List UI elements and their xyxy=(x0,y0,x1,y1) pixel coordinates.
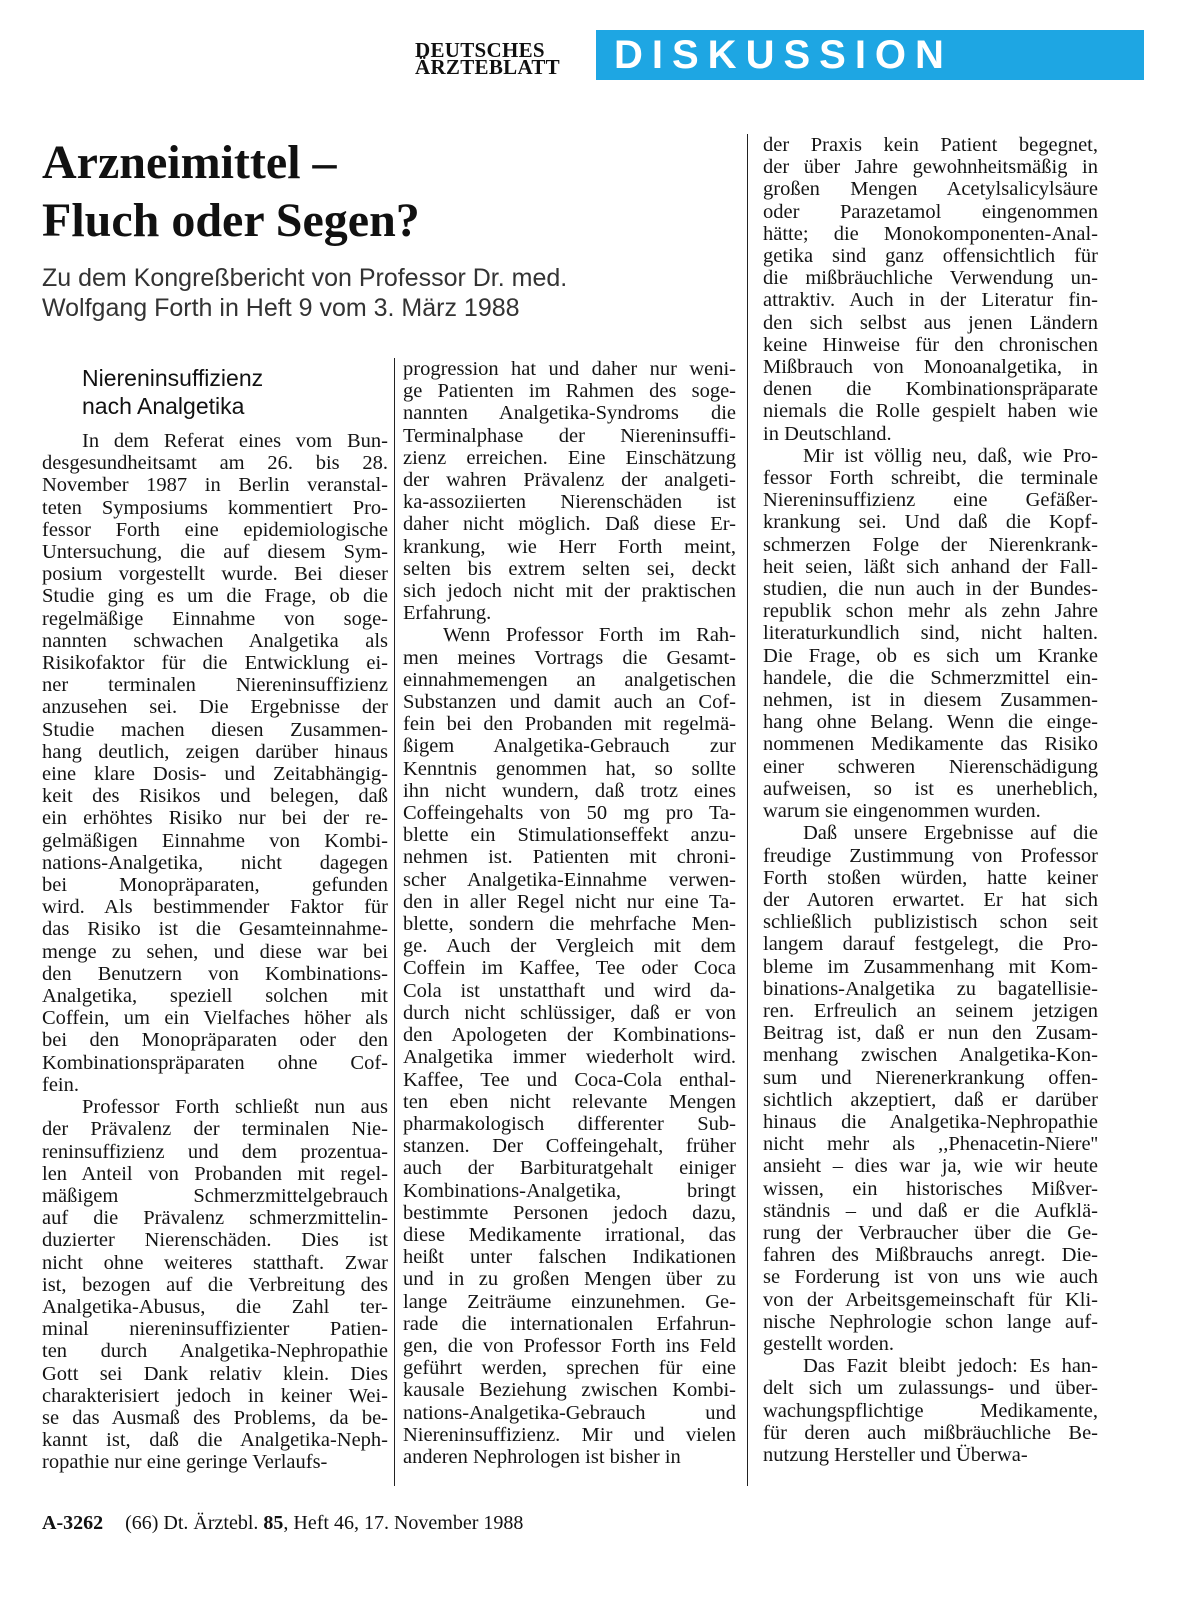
text-line: keine Hinweise für den chronischen xyxy=(763,333,1098,356)
text-line: bleme im Zusammenhang mit Kom- xyxy=(763,955,1098,978)
text-line: eine klare Dosis- und Zeitabhängig- xyxy=(42,763,388,786)
text-line: langem darauf festgelegt, die Pro- xyxy=(763,933,1098,956)
text-line: und in zu großen Mengen über zu xyxy=(403,1268,736,1291)
text-line: auf die Prävalenz schmerzmittelin- xyxy=(42,1207,388,1230)
text-line: Coffein im Kaffee, Tee oder Coca xyxy=(403,957,736,980)
text-line: der über Jahre gewohnheitsmäßig in xyxy=(763,156,1098,179)
text-line: ihn nicht wundern, daß trotz eines xyxy=(403,779,736,802)
citation-prefix: (66) Dt. Ärztebl. xyxy=(125,1512,259,1534)
text-line: wird. Als bestimmender Faktor für xyxy=(42,896,388,919)
article-subtitle xyxy=(42,263,742,323)
text-line: nicht mehr als ,,Phenacetin-Niere'' xyxy=(763,1133,1098,1156)
text-line: kannt ist, daß die Analgetika-Neph- xyxy=(42,1429,388,1452)
text-line: mäßigem Schmerzmittelgebrauch xyxy=(42,1184,388,1207)
text-line: Coffeingehalts von 50 mg pro Ta- xyxy=(403,802,736,825)
text-line: durch nicht schlüssiger, daß er von xyxy=(403,1001,736,1024)
paragraph xyxy=(763,445,1098,822)
text-line: Forth stoßen würden, hatte keiner xyxy=(763,866,1098,889)
text-line: literaturkundlich sind, nicht halten. xyxy=(763,622,1098,645)
article-title-line: Fluch oder Segen? xyxy=(42,194,420,247)
text-line: nommenen Medikamente das Risiko xyxy=(763,733,1098,756)
text-line: reninsuffizienz und dem prozentua- xyxy=(42,1140,388,1163)
text-line: anderen Nephrologen ist bisher in xyxy=(403,1445,681,1468)
text-line: ner terminalen Niereninsuffizienz xyxy=(42,674,388,697)
text-line: gestellt worden. xyxy=(763,1332,894,1355)
publication-logo-line2: ÄRZTEBLATT xyxy=(415,55,560,79)
text-line: lange Zeiträume einzunehmen. Ge- xyxy=(403,1290,736,1313)
text-line: heit seien, läßt sich anhand der Fall- xyxy=(763,555,1098,578)
text-line: ka-assoziierten Nierenschäden ist xyxy=(403,491,736,514)
paragraph xyxy=(42,430,388,1096)
text-line: stanzen. Der Coffeingehalt, früher xyxy=(403,1135,736,1158)
page-number: A-3262 xyxy=(42,1512,104,1534)
text-line: Analgetika, speziell solchen mit xyxy=(42,985,388,1008)
text-line: aufweisen, so ist es unerheblich, xyxy=(763,777,1098,800)
text-line: progression hat und daher nur weni- xyxy=(403,358,736,380)
column-divider xyxy=(394,358,395,1486)
text-line: selten bis extrem selten sei, deckt xyxy=(403,557,736,580)
text-line: Studie machen diesen Zusammen- xyxy=(42,718,388,741)
text-line: den Benutzern von Kombinations- xyxy=(42,962,388,985)
text-line: oder Parazetamol eingenommen xyxy=(763,200,1098,223)
text-line: attraktiv. Auch in der Literatur fin- xyxy=(763,289,1098,312)
column-divider xyxy=(747,134,748,1486)
text-line: Niereninsuffizienz. Mir und vielen xyxy=(403,1423,736,1446)
text-line: len Anteil von Probanden mit regel- xyxy=(42,1162,388,1185)
text-line: nannten schwachen Analgetika als xyxy=(42,629,388,652)
text-line: nutzung Hersteller und Überwa- xyxy=(763,1443,1028,1466)
text-line: daher nicht möglich. Daß diese Er- xyxy=(403,513,736,536)
article-title-line: Arzneimittel – xyxy=(42,136,337,189)
text-line: krankung, wie Herr Forth meint, xyxy=(403,535,736,558)
text-line: duzierter Nierenschäden. Dies ist xyxy=(42,1229,388,1252)
text-line: teten Symposiums kommentiert Pro- xyxy=(42,496,388,519)
text-line: sich jedoch nicht mit der praktischen xyxy=(403,580,736,603)
text-line: ge Patienten im Rahmen des soge- xyxy=(403,380,736,403)
text-line: nations-Analgetika-Gebrauch und xyxy=(403,1401,736,1424)
text-line: kausale Beziehung zwischen Kombi- xyxy=(403,1379,736,1402)
text-line: den in aller Regel nicht nur eine Ta- xyxy=(403,890,736,913)
text-line: delt sich um zulassungs- und über- xyxy=(763,1377,1098,1400)
text-line: studien, die nun auch in der Bundes- xyxy=(763,578,1098,601)
text-line: hang deutlich, zeigen darüber hinaus xyxy=(42,740,388,763)
text-line: Studie ging es um die Frage, ob die xyxy=(42,585,388,608)
text-line: schließlich publizistisch schon seit xyxy=(763,911,1098,934)
paragraph xyxy=(403,358,736,624)
text-line: Erfahrung. xyxy=(403,602,492,625)
text-line: ein erhöhtes Risiko nur bei der re- xyxy=(42,807,388,830)
text-line: Daß unsere Ergebnisse auf die xyxy=(803,822,1098,845)
text-line: für deren auch mißbräuchliche Be- xyxy=(763,1421,1098,1444)
text-line: desgesundheitsamt am 26. bis 28. xyxy=(42,452,388,475)
section-heading xyxy=(82,364,382,420)
text-line: nicht ohne weiteres statthaft. Zwar xyxy=(42,1251,388,1274)
text-line: menhang zwischen Analgetika-Kon- xyxy=(763,1044,1098,1067)
text-line: Untersuchung, die auf diesem Sym- xyxy=(42,541,388,564)
text-line: ren. Erfreulich an seinem jetzigen xyxy=(763,999,1098,1022)
paragraph xyxy=(42,1096,388,1473)
text-line: blette ein Stimulationseffekt anzu- xyxy=(403,824,736,847)
text-line: binations-Analgetika zu bagatellisie- xyxy=(763,977,1098,1000)
volume-number: 85 xyxy=(263,1512,284,1534)
page-footer xyxy=(42,1512,523,1535)
text-line: se das Ausmaß des Problems, da be- xyxy=(42,1406,388,1429)
citation-suffix: , Heft 46, 17. November 1988 xyxy=(283,1512,524,1534)
text-line: ropathie nur eine geringe Verlaufs- xyxy=(42,1451,328,1474)
text-line: Wenn Professor Forth im Rah- xyxy=(443,624,736,647)
text-line: ist, bezogen auf die Verbreitung des xyxy=(42,1273,388,1296)
text-line: Mir ist völlig neu, daß, wie Pro- xyxy=(803,444,1098,467)
text-line: Das Fazit bleibt jedoch: Es han- xyxy=(803,1355,1098,1378)
text-line: hätte; die Monokomponenten-Anal- xyxy=(763,222,1098,245)
article-title xyxy=(42,134,742,250)
text-line: Professor Forth schließt nun aus xyxy=(82,1096,388,1119)
text-line: rade die internationalen Erfahrun- xyxy=(403,1312,736,1335)
text-line: Terminalphase der Niereninsuffi- xyxy=(403,424,736,447)
text-line: men meines Vortrags die Gesamt- xyxy=(403,646,736,669)
article-subtitle-line: Zu dem Kongreßbericht von Professor Dr. med. xyxy=(42,264,568,292)
text-line: Mißbrauch von Monoanalgetika, in xyxy=(763,356,1098,379)
text-line: fessor Forth schreibt, die terminale xyxy=(763,467,1098,490)
text-line: handele, die die Schmerzmittel ein- xyxy=(763,666,1098,689)
text-line: der Autoren erwartet. Er hat sich xyxy=(763,888,1098,911)
text-line: großen Mengen Acetylsalicylsäure xyxy=(763,178,1098,201)
text-line: republik schon mehr als zehn Jahre xyxy=(763,600,1098,623)
text-line: das Risiko ist die Gesamteinnahme- xyxy=(42,918,388,941)
text-line: nations-Analgetika, nicht dagegen xyxy=(42,851,388,874)
text-line: regelmäßige Einnahme von soge- xyxy=(42,607,388,630)
text-line: Risikofaktor für die Entwicklung ei- xyxy=(42,652,388,675)
text-line: diese Medikamente irrational, das xyxy=(403,1223,736,1246)
text-column-1 xyxy=(42,430,388,1474)
text-line: nehmen, ist in diesem Zusammen- xyxy=(763,689,1098,712)
text-line: hang ohne Belang. Wenn die einge- xyxy=(763,711,1098,734)
text-line: die mißbräuchliche Verwendung un- xyxy=(763,267,1098,290)
text-line: den Apologeten der Kombinations- xyxy=(403,1024,736,1047)
text-line: Niereninsuffizienz eine Gefäßer- xyxy=(763,489,1098,512)
text-line: scher Analgetika-Einnahme verwen- xyxy=(403,868,736,891)
text-line: einnahmemengen an analgetischen xyxy=(403,668,736,691)
text-line: hinaus die Analgetika-Nephropathie xyxy=(763,1110,1098,1133)
text-line: posium vorgestellt wurde. Bei dieser xyxy=(42,563,388,586)
text-line: der wahren Prävalenz der analgeti- xyxy=(403,469,736,492)
text-line: Die Frage, ob es sich um Kranke xyxy=(763,644,1098,667)
text-line: fein bei den Probanden mit regelmä- xyxy=(403,713,736,736)
text-line: geführt werden, sprechen für eine xyxy=(403,1357,736,1380)
text-line: Coffein, um ein Vielfaches höher als xyxy=(42,1007,388,1030)
text-line: ständnis – und daß er die Aufklä- xyxy=(763,1199,1098,1222)
text-line: der Prävalenz der terminalen Nie- xyxy=(42,1118,388,1141)
text-line: Kombinations-Analgetika, bringt xyxy=(403,1179,736,1202)
text-line: November 1987 in Berlin veranstal- xyxy=(42,474,388,497)
text-line: Cola ist unstatthaft und wird da- xyxy=(403,979,736,1002)
text-line: sum und Nierenerkrankung offen- xyxy=(763,1066,1098,1089)
text-line: gen, die von Professor Forth ins Feld xyxy=(403,1334,736,1357)
text-line: charakterisiert jedoch in keiner Wei- xyxy=(42,1384,388,1407)
text-line: Analgetika immer wiederholt wird. xyxy=(403,1046,736,1069)
text-line: niemals die Rolle gespielt haben wie xyxy=(763,400,1098,423)
text-line: in Deutschland. xyxy=(763,422,892,445)
paragraph xyxy=(763,1355,1098,1466)
text-line: warum sie eingenommen wurden. xyxy=(763,800,1041,823)
text-line: der Praxis kein Patient begegnet, xyxy=(763,134,1098,156)
text-line: keit des Risikos und belegen, daß xyxy=(42,785,388,808)
text-line: fessor Forth eine epidemiologische xyxy=(42,518,388,541)
text-line: ge. Auch der Vergleich mit dem xyxy=(403,935,736,958)
text-line: fein. xyxy=(42,1073,79,1096)
text-line: In dem Referat eines vom Bun- xyxy=(82,430,388,452)
text-line: gelmäßigen Einnahme von Kombi- xyxy=(42,829,388,852)
text-line: bei den Monopräparaten oder den xyxy=(42,1029,388,1052)
text-line: auch der Barbituratgehalt einiger xyxy=(403,1157,736,1180)
text-line: nische Nephrologie schon lange auf- xyxy=(763,1310,1098,1333)
text-line: ten eben nicht relevante Mengen xyxy=(403,1090,736,1113)
text-line: Substanzen und damit auch an Cof- xyxy=(403,691,736,714)
article-subtitle-line: Wolfgang Forth in Heft 9 vom 3. März 1988 xyxy=(42,294,520,322)
text-line: pharmakologisch differenter Sub- xyxy=(403,1112,736,1135)
text-line: krankung sei. Und daß die Kopf- xyxy=(763,511,1098,534)
text-line: nannten Analgetika-Syndroms die xyxy=(403,402,736,425)
text-line: nehmen ist. Patienten mit chroni- xyxy=(403,846,736,869)
text-line: ßigem Analgetika-Gebrauch zur xyxy=(403,735,736,758)
text-line: Kombinationspräparaten ohne Cof- xyxy=(42,1051,388,1074)
text-line: heißt unter falschen Indikationen xyxy=(403,1246,736,1269)
text-line: einer schweren Nierenschädigung xyxy=(763,755,1098,778)
text-line: zienz erreichen. Eine Einschätzung xyxy=(403,446,736,469)
text-line: anzusehen sei. Die Ergebnisse der xyxy=(42,696,388,719)
text-line: rung der Verbraucher über die Ge- xyxy=(763,1221,1098,1244)
text-line: wachungspflichtige Medikamente, xyxy=(763,1399,1098,1422)
paragraph xyxy=(403,624,736,1468)
text-line: wissen, ein historisches Mißver- xyxy=(763,1177,1098,1200)
text-line: Kenntnis genommen hat, so sollte xyxy=(403,757,736,780)
text-line: Beitrag ist, daß er nun den Zusam- xyxy=(763,1022,1098,1045)
text-line: schmerzen Folge der Nierenkrank- xyxy=(763,533,1098,556)
text-line: denen die Kombinationspräparate xyxy=(763,378,1098,401)
text-column-2 xyxy=(403,358,736,1468)
text-line: bestimmte Personen jedoch dazu, xyxy=(403,1201,736,1224)
text-line: von der Arbeitsgemeinschaft für Kli- xyxy=(763,1288,1098,1311)
text-line: Gott sei Dank relativ klein. Dies xyxy=(42,1362,388,1385)
text-line: den sich selbst aus jenen Ländern xyxy=(763,311,1098,334)
text-line: menge zu sehen, und diese war bei xyxy=(42,940,388,963)
text-line: ten durch Analgetika-Nephropathie xyxy=(42,1340,388,1363)
publication-logo xyxy=(415,38,585,79)
section-heading-line: nach Analgetika xyxy=(82,393,245,419)
text-line: fahren des Mißbrauchs anregt. Die- xyxy=(763,1244,1098,1267)
text-line: blette, sondern die mehrfache Men- xyxy=(403,913,736,936)
text-line: se Forderung ist von uns wie auch xyxy=(763,1266,1098,1289)
text-line: bei Monopräparaten, gefunden xyxy=(42,874,388,897)
text-line: ansieht – dies war ja, wie wir heute xyxy=(763,1155,1098,1178)
text-line: Kaffee, Tee und Coca-Cola enthal- xyxy=(403,1068,736,1091)
paragraph xyxy=(763,134,1098,445)
text-line: minal niereninsuffizienter Patien- xyxy=(42,1318,388,1341)
section-heading-line: Niereninsuffizienz xyxy=(82,365,264,391)
text-line: Analgetika-Abusus, die Zahl ter- xyxy=(42,1295,388,1318)
text-column-3 xyxy=(763,134,1098,1466)
paragraph xyxy=(763,822,1098,1355)
section-rubric: DISKUSSION xyxy=(596,30,1144,80)
text-line: freudige Zustimmung von Professor xyxy=(763,844,1098,867)
publication-logo-line1: DEUTSCHES xyxy=(415,38,545,62)
text-line: getika sind ganz offensichtlich für xyxy=(763,245,1098,268)
text-line: sichtlich akzeptiert, daß er darüber xyxy=(763,1088,1098,1111)
